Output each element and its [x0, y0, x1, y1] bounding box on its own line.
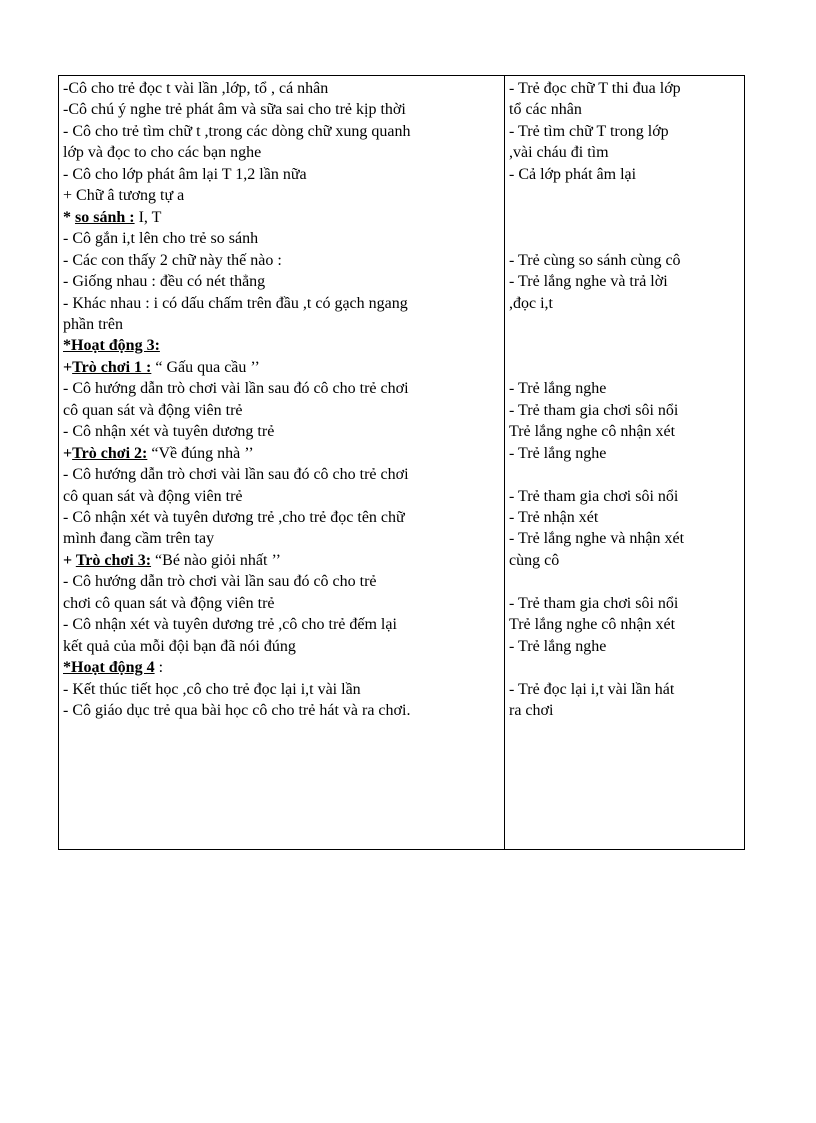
section-heading: *Hoạt động 3:: [63, 337, 160, 355]
right-line: ra chơi: [509, 702, 554, 720]
section-heading: Trò chơi 3:: [75, 551, 152, 569]
heading-suffix: “ Gấu qua cầu ’’: [151, 358, 260, 376]
left-line: cô quan sát và động viên trẻ: [63, 487, 243, 505]
left-line: - Cô gắn i,t lên cho trẻ so sánh: [63, 230, 259, 248]
left-line: phần trên: [63, 315, 123, 333]
heading-suffix: :: [154, 659, 164, 677]
left-line: - Cô nhận xét và tuyên dương trẻ ,cho trẻ đọc tên chữ: [63, 509, 405, 526]
left-line: - Cô hướng dẫn trò chơi vài lần sau đó cô cho trẻ chơi: [63, 466, 409, 484]
section-heading: so sánh :: [75, 208, 135, 226]
left-line: -Cô cho trẻ đọc t vài lần ,lớp, tổ , cá nhân: [63, 80, 329, 97]
left-line: [63, 207, 161, 228]
left-line: - Cô cho trẻ tìm chữ t ,trong các dòng chữ xung quanh: [63, 122, 411, 140]
left-line: kết quả của mỗi đội bạn đã nói đúng: [63, 637, 296, 655]
left-line: - Giống nhau : đều có nét thẳng: [63, 273, 266, 291]
right-line: - Trẻ tìm chữ T trong lớp: [509, 122, 669, 140]
left-line: mình đang cầm trên tay: [63, 530, 215, 548]
heading-suffix: “Bé nào giỏi nhất ’’: [151, 551, 281, 569]
left-line: [63, 443, 254, 464]
right-line: - Trẻ lắng nghe: [509, 380, 607, 398]
section-heading: Trò chơi 2:: [72, 444, 148, 462]
left-line: [63, 357, 260, 378]
right-line: ,vài cháu đi tìm: [509, 144, 609, 162]
line-prefix: +: [63, 358, 73, 376]
right-line: - Trẻ đọc chữ T thi đua lớp: [509, 80, 681, 97]
right-line: - Trẻ lắng nghe: [509, 444, 607, 462]
right-line: cùng cô: [509, 551, 560, 569]
left-line: - Kết thúc tiết học ,cô cho trẻ đọc lại i,t vài lần: [63, 680, 361, 698]
left-line: - Cô cho lớp phát âm lại T 1,2 lần nữa: [63, 165, 307, 183]
right-line: - Cả lớp phát âm lại: [509, 165, 637, 183]
left-line: lớp và đọc to cho các bạn nghe: [63, 144, 262, 162]
left-line: - Các con thấy 2 chữ này thế nào :: [63, 251, 282, 269]
right-line: ,đọc i,t: [509, 294, 553, 312]
left-line: - Khác nhau : i có dấu chấm trên đầu ,t có gạch ngang: [63, 294, 408, 312]
section-heading: *Hoạt động 4: [63, 659, 155, 677]
left-line: -Cô chú ý nghe trẻ phát âm và sữa sai cho trẻ kịp thời: [63, 101, 406, 119]
right-line: - Trẻ lắng nghe: [509, 637, 607, 655]
line-prefix: +: [63, 444, 73, 462]
right-line: - Trẻ đọc lại i,t vài lần hát: [509, 680, 675, 698]
heading-suffix: “Về đúng nhà ’’: [147, 444, 254, 462]
left-line: [63, 657, 163, 678]
right-line: - Trẻ lắng nghe và nhận xét: [509, 530, 685, 548]
line-prefix: +: [63, 551, 76, 569]
left-line: - Cô hướng dẫn trò chơi vài lần sau đó cô cho trẻ: [63, 573, 377, 591]
left-line: - Cô nhận xét và tuyên dương trẻ ,cô cho trẻ đếm lại: [63, 616, 397, 634]
left-line: + Chữ â tương tự a: [63, 187, 185, 205]
right-line: - Trẻ lắng nghe và trả lời: [509, 273, 668, 291]
line-prefix: *: [63, 208, 75, 226]
right-line: - Trẻ tham gia chơi sôi nổi: [509, 487, 679, 505]
right-line: Trẻ lắng nghe cô nhận xét: [509, 423, 676, 441]
right-line: - Trẻ cùng so sánh cùng cô: [509, 251, 681, 269]
heading-suffix: I, T: [134, 208, 162, 226]
left-line: - Cô giáo dục trẻ qua bài học cô cho trẻ hát và ra chơi.: [63, 702, 411, 720]
left-line: [63, 335, 160, 356]
left-line: chơi cô quan sát và động viên trẻ: [63, 594, 275, 612]
right-line: - Trẻ tham gia chơi sôi nổi: [509, 594, 679, 612]
column-divider: [504, 76, 505, 849]
right-line: - Trẻ tham gia chơi sôi nổi: [509, 401, 679, 419]
right-line: - Trẻ nhận xét: [509, 509, 599, 526]
left-line: - Cô hướng dẫn trò chơi vài lần sau đó cô cho trẻ chơi: [63, 380, 409, 398]
section-heading: Trò chơi 1 :: [72, 358, 152, 376]
right-line: tổ các nhân: [509, 101, 582, 119]
left-line: [63, 550, 281, 571]
lesson-plan-table: [58, 75, 745, 850]
left-line: cô quan sát và động viên trẻ: [63, 401, 243, 419]
right-line: Trẻ lắng nghe cô nhận xét: [509, 616, 676, 634]
left-line: - Cô nhận xét và tuyên dương trẻ: [63, 423, 275, 441]
